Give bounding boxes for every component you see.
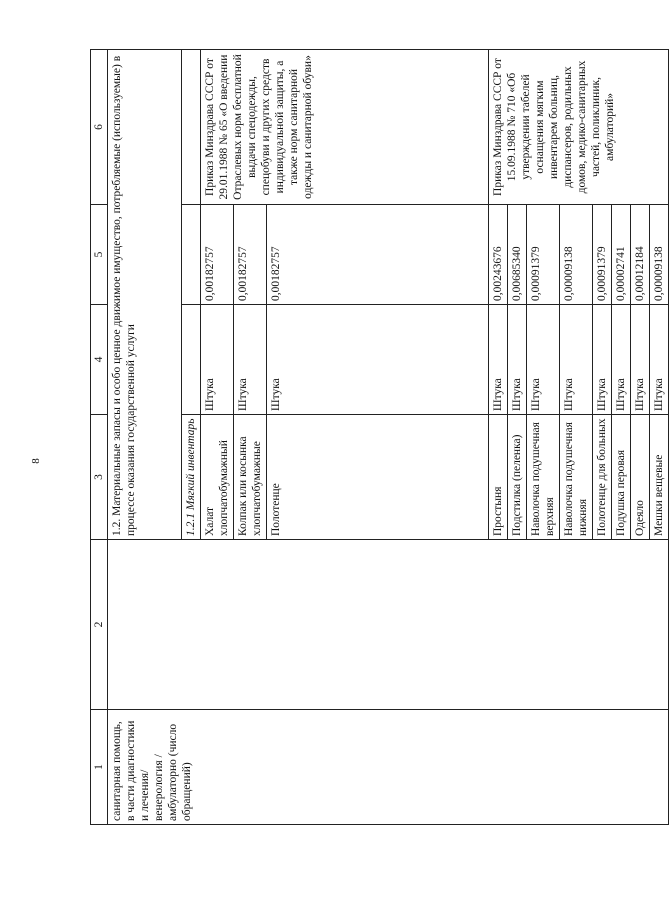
column-number: 3 — [91, 415, 108, 540]
subsection-title: 1.2.1 Мягкий инвентарь — [182, 415, 201, 540]
empty-cell — [182, 305, 201, 415]
item-norm: 0,00009138 — [650, 205, 669, 305]
item-norm: 0,00182757 — [267, 205, 489, 305]
resource-norms-table — [90, 49, 669, 825]
item-norm: 0,00685340 — [508, 205, 527, 305]
item-name: Простыня — [489, 415, 508, 540]
item-unit: Штука — [560, 305, 593, 415]
item-name: Полотенце для больных — [593, 415, 612, 540]
basis-document-2: Приказ Минздрава СССР от 15.09.1988 № 710 «Об утверждении табелей оснащения мягким инвентарем больниц, диспансеров, родильных домов, медико-санитарных частей, поликлиник, амбулаторий» — [489, 50, 669, 205]
item-name: Подушка перовая — [612, 415, 631, 540]
empty-column-2 — [108, 540, 669, 710]
rotated-table-sheet — [90, 50, 665, 825]
column-number: 2 — [91, 540, 108, 710]
item-name: Полотенце — [267, 415, 489, 540]
basis-document-1: Приказ Минздрава СССР от 29.01.1988 № 65 «О введении Отраслевых норм бесплатной выдачи спецодежды, спецобуви и других средств индивидуальной защиты, а также норм санитарной одежды и санитарной обуви» — [201, 50, 489, 205]
item-norm: 0,00002741 — [612, 205, 631, 305]
service-description-cell: санитарная помощь, в части диагностики и лечения/венерология /амбулаторно (число обращений) — [108, 710, 669, 825]
item-unit: Штука — [267, 305, 489, 415]
item-name: Подстилка (пеленка) — [508, 415, 527, 540]
page-number: 8 — [29, 458, 42, 464]
section-title: 1.2. Материальные запасы и особо ценное движимое имущество, потребляемые (используемые) в процессе оказания государственной услуги — [108, 50, 182, 540]
item-norm: 0,00009138 — [560, 205, 593, 305]
item-name: Мешки вещевые — [650, 415, 669, 540]
item-name: Колпак или косынка хлопчатобумажные — [234, 415, 267, 540]
item-name: Наволочка подушечная верхняя — [527, 415, 560, 540]
item-unit: Штука — [650, 305, 669, 415]
item-unit: Штука — [489, 305, 508, 415]
item-norm: 0,00243676 — [489, 205, 508, 305]
item-unit: Штука — [508, 305, 527, 415]
item-norm: 0,00091379 — [593, 205, 612, 305]
item-unit: Штука — [234, 305, 267, 415]
item-name: Наволочка подушечная нижняя — [560, 415, 593, 540]
item-name: Одеяло — [631, 415, 650, 540]
section-row — [108, 50, 182, 825]
item-unit: Штука — [201, 305, 234, 415]
item-norm: 0,00182757 — [201, 205, 234, 305]
column-number: 6 — [91, 50, 108, 205]
column-number: 4 — [91, 305, 108, 415]
column-number: 5 — [91, 205, 108, 305]
item-unit: Штука — [612, 305, 631, 415]
item-name: Халат хлопчатобумажный — [201, 415, 234, 540]
item-unit: Штука — [593, 305, 612, 415]
item-unit: Штука — [631, 305, 650, 415]
column-number: 1 — [91, 710, 108, 825]
item-norm: 0,00182757 — [234, 205, 267, 305]
item-norm: 0,00091379 — [527, 205, 560, 305]
empty-cell — [182, 205, 201, 305]
item-unit: Штука — [527, 305, 560, 415]
column-number-row — [91, 50, 108, 825]
empty-cell — [182, 50, 201, 205]
item-norm: 0,00012184 — [631, 205, 650, 305]
